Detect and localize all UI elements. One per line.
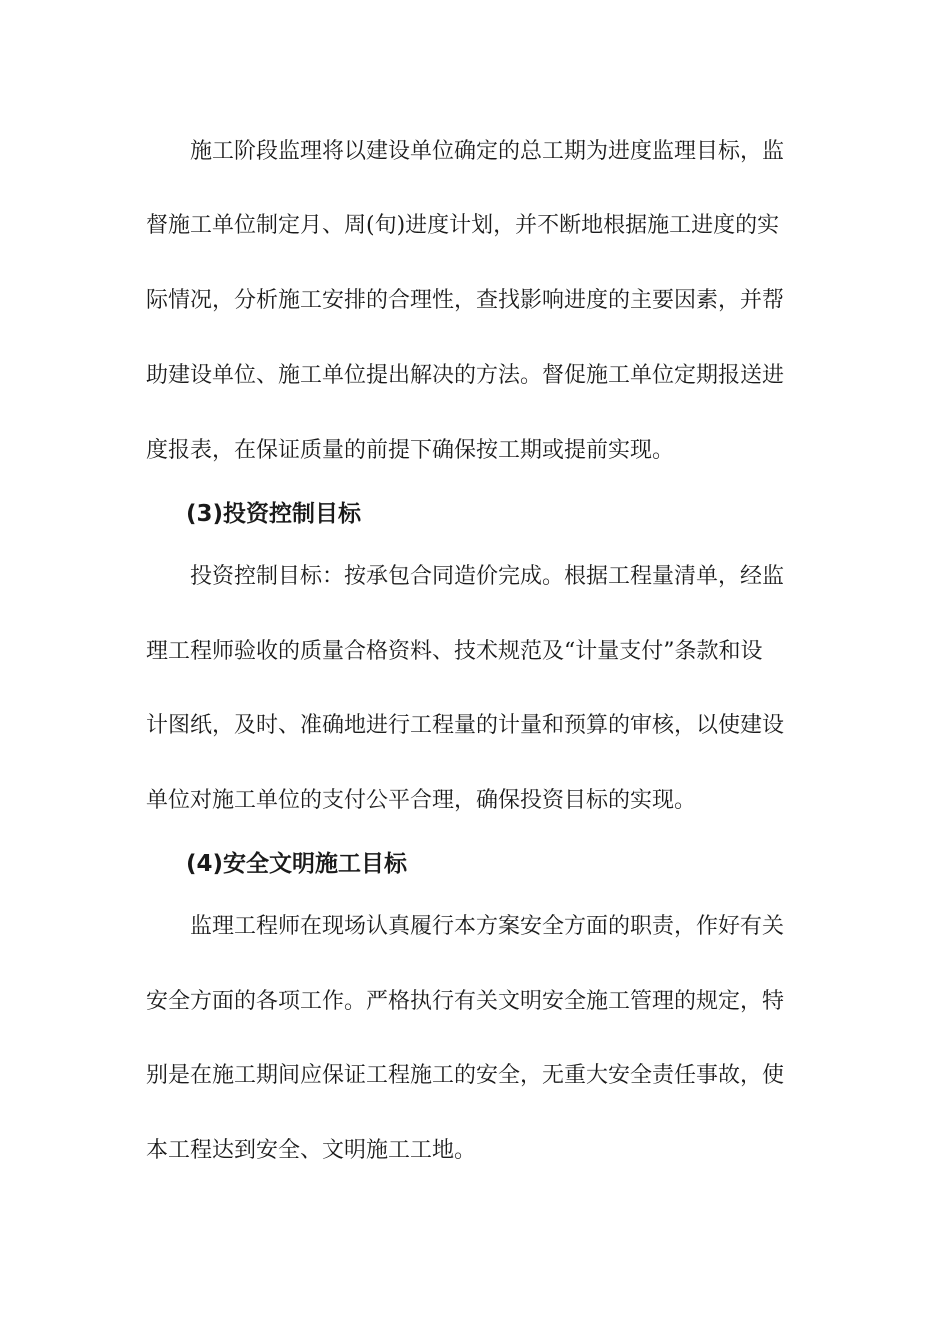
paragraph-safety-line-2: 安全方面的各项工作。严格执行有关文明安全施工管理的规定，特 (146, 989, 785, 1014)
paragraph-schedule-line-1: 施工阶段监理将以建设单位确定的总工期为进度监理目标，监 (190, 139, 785, 164)
section-heading-safety-civilized-construction: (4)安全文明施工目标 (186, 851, 408, 877)
paragraph-safety-line-1: 监理工程师在现场认真履行本方案安全方面的职责，作好有关 (190, 914, 785, 939)
paragraph-safety-line-4: 本工程达到安全、文明施工工地。 (146, 1138, 477, 1163)
paragraph-safety-line-3: 别是在施工期间应保证工程施工的安全，无重大安全责任事故，使 (146, 1063, 785, 1088)
paragraph-schedule-line-2: 督施工单位制定月、周(旬)进度计划，并不断地根据施工进度的实 (146, 213, 780, 238)
paragraph-investment-line-3: 计图纸，及时、准确地进行工程量的计量和预算的审核，以使建设 (146, 713, 785, 738)
paragraph-investment-line-2: 理工程师验收的质量合格资料、技术规范及“计量支付”条款和设 (146, 639, 763, 664)
section-heading-investment-control: (3)投资控制目标 (186, 501, 362, 527)
paragraph-schedule-line-5: 度报表，在保证质量的前提下确保按工期或提前实现。 (146, 438, 675, 463)
paragraph-investment-line-4: 单位对施工单位的支付公平合理，确保投资目标的实现。 (146, 788, 697, 813)
paragraph-schedule-line-3: 际情况，分析施工安排的合理性，查找影响进度的主要因素，并帮 (146, 288, 785, 313)
paragraph-schedule-line-4: 助建设单位、施工单位提出解决的方法。督促施工单位定期报送进 (146, 363, 785, 388)
paragraph-investment-line-1: 投资控制目标：按承包合同造价完成。根据工程量清单，经监 (190, 564, 785, 589)
